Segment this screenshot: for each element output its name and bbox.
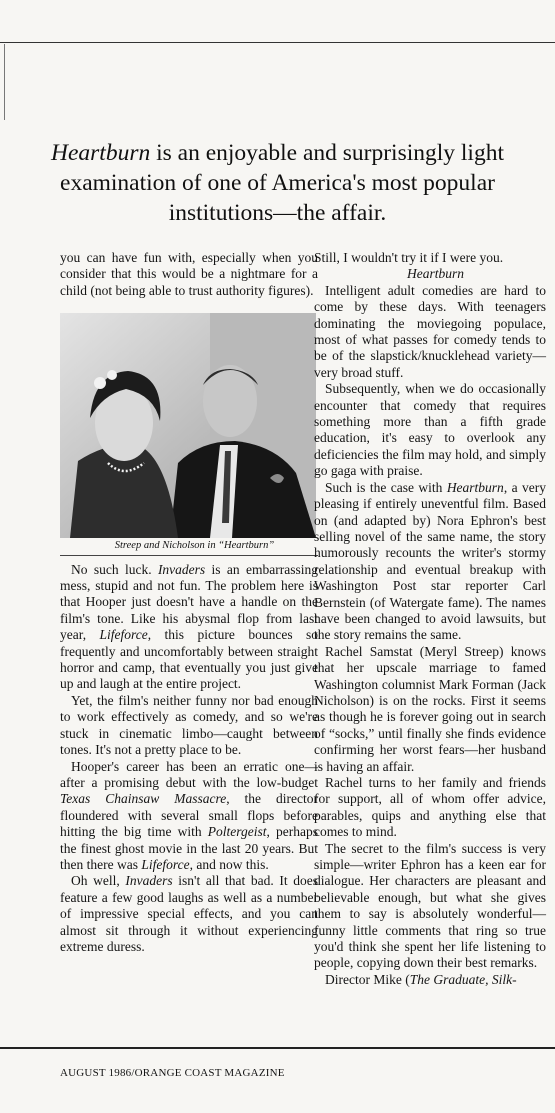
side-rule bbox=[4, 44, 5, 120]
right-paragraph-3 bbox=[314, 480, 546, 644]
film-title: Invaders bbox=[157, 561, 206, 577]
text-run: No such luck. bbox=[71, 561, 158, 577]
film-still-photo bbox=[60, 313, 316, 538]
film-title: Poltergeist bbox=[207, 824, 267, 840]
page-footer: AUGUST 1986/ORANGE COAST MAGAZINE bbox=[60, 1067, 285, 1079]
text-run: is an embarrassing mess, stupid and not fun. The problem here is that Hooper just doesn't have a handle on the film's tone. Like his abysmal flop from last year, bbox=[60, 561, 318, 643]
text-run: Such is the case with bbox=[325, 479, 447, 495]
pull-quote bbox=[40, 138, 515, 228]
text-run: Oh well, bbox=[71, 873, 126, 889]
text-run: , the director floundered with several small flops before hitting the big time with bbox=[60, 791, 318, 840]
left-paragraph-3 bbox=[60, 759, 318, 874]
film-still-image bbox=[60, 313, 316, 538]
left-intro-paragraph: you can have fun with, especially when you consider that this would be a nightmare for a child (not being able to trust authority figures). bbox=[60, 250, 318, 298]
right-paragraph-1: Intelligent adult comedies are hard to come by these days. With teenagers dominating the moviegoing populace, most of what passes for comedy tends to be of the slapstick/knucklehead variety—very broad stuff. bbox=[314, 282, 546, 380]
text-run: , and now this. bbox=[189, 856, 269, 872]
film-title: The Graduate, Silk- bbox=[409, 971, 517, 987]
left-paragraph-2: Yet, the film's neither funny nor bad enough to work effectively as comedy, and so we're stuck in cinematic limbo—caught between tones. It's not a pretty place to be. bbox=[60, 692, 318, 758]
text-run: isn't all that bad. It does feature a few good laughs as well as a number of impressive special effects, and you can almost sit through it without experiencing extreme duress. bbox=[60, 873, 318, 954]
text-run: Director Mike ( bbox=[325, 971, 410, 987]
film-title: Lifeforce bbox=[141, 856, 190, 872]
film-title: Texas Chainsaw Massacre bbox=[60, 791, 227, 807]
left-paragraph-1 bbox=[60, 562, 318, 693]
pull-quote-title: Heartburn bbox=[51, 140, 151, 166]
right-intro-paragraph: Still, I wouldn't try it if I were you. bbox=[314, 250, 504, 265]
top-rule bbox=[0, 42, 555, 43]
film-title: Invaders bbox=[125, 873, 173, 889]
review-subhead: Heartburn bbox=[407, 266, 464, 282]
bottom-rule bbox=[0, 1047, 555, 1049]
text-run: , perhaps the finest ghost movie in the last 20 years. But then there was bbox=[60, 824, 318, 872]
film-title: Lifeforce bbox=[99, 627, 148, 643]
text-run: Hooper's career has been an erratic one—after a promising debut with the low-budget bbox=[60, 758, 318, 790]
text-run: , a very pleasing if entirely uneventful film. Based on (and adapted by) Nora Ephron's best selling novel of the same name, the story humorously recounts the writer's stormy relationship and eventual breakup with Washington Post star reporter Carl Bernstein (of Watergate fame). The names have been changed to avoid lawsuits, but the story remains the same. bbox=[314, 479, 546, 643]
pull-quote-text: is an enjoyable and surprisingly light examination of one of America's most popular institutions—the affair. bbox=[60, 140, 504, 226]
right-column bbox=[314, 250, 546, 988]
left-paragraph-4 bbox=[60, 873, 318, 955]
text-run: , this picture bounces so frequently and uncomfortably between straight horror and camp, that eventually you just give up and laugh at the entire project. bbox=[60, 627, 318, 692]
left-column bbox=[60, 250, 318, 955]
caption-rule bbox=[60, 555, 318, 556]
right-paragraph-5: Rachel turns to her family and friends for support, all of whom offer advice, parables, quips and anything else that comes to mind. bbox=[314, 775, 546, 840]
right-paragraph-6: The secret to the film's success is very simple—writer Ephron has a keen ear for dialogue. Her characters are pleasant and believable enough, but what she gives them to say is absolutely wonderful—funny little comments that ring so true you'd think she spent her life listening to people, copying down their best remarks. bbox=[314, 840, 546, 971]
right-paragraph-4: Rachel Samstat (Meryl Streep) knows that her upscale marriage to famed Washington columnist Mark Forman (Jack Nicholson) is on the rocks. First it seems as though he is forever going out in search of “socks,” until finally she finds evidence confirming her worst fears—her husband is having an affair. bbox=[314, 643, 546, 774]
film-title: Heartburn bbox=[446, 479, 504, 495]
right-paragraph-7 bbox=[314, 972, 546, 988]
right-paragraph-2: Subsequently, when we do occasionally encounter that comedy that requires something more than a fifth grade education, it's easy to overlook any deficiencies the film may hold, and simply go gaga with praise. bbox=[314, 381, 546, 479]
photo-caption: Streep and Nicholson in “Heartburn” bbox=[114, 540, 275, 552]
